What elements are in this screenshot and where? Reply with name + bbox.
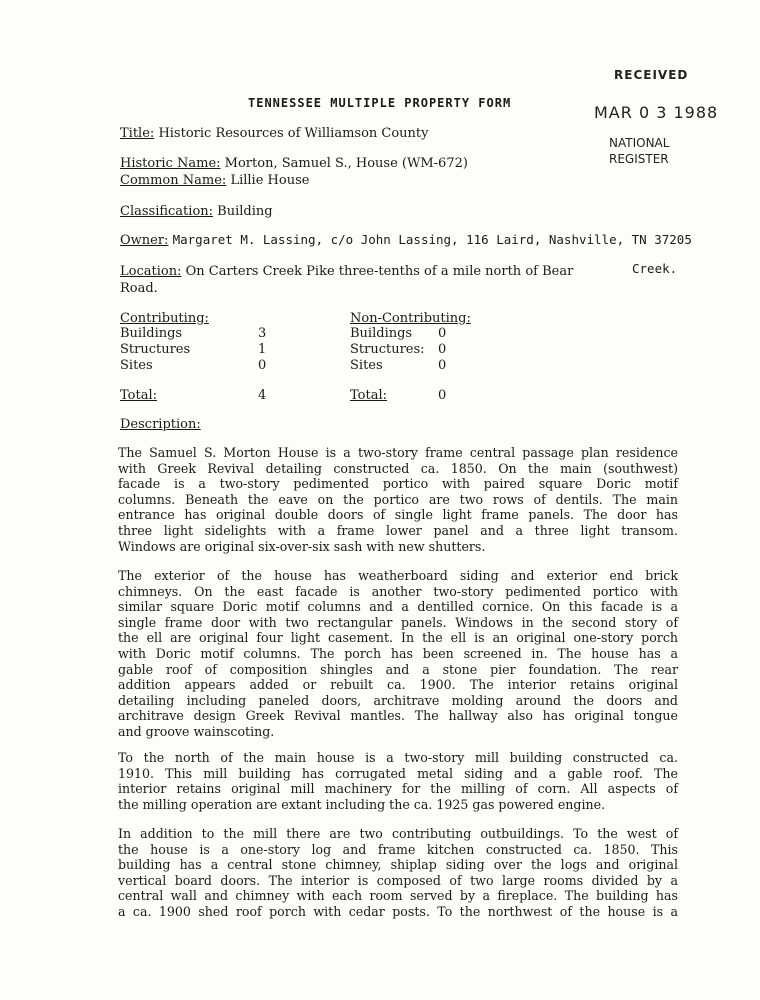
paragraph-line: architrave design Greek Revival mantles. The hallway also has original tongue [118,708,678,724]
noncontributing-structures-label: Structures: [350,342,425,357]
title-label: Title: [120,126,155,141]
contributing-total-label: Total: [120,388,158,403]
contributing-total-count: 4 [258,388,267,403]
paragraph-line: The exterior of the house has weatherboard siding and exterior end brick [118,568,678,583]
paragraph-line: the house is a one-story log and frame kitchen constructed ca. 1850. This [118,841,678,857]
paragraph-line: a ca. 1900 shed roof porch with cedar posts. To the northwest of the house is a [118,903,678,919]
paragraph-line: with Greek Revival detailing constructed ca. 1850. On the main (southwest) [118,460,678,476]
owner-label: Owner: [120,233,169,248]
noncontributing-buildings-label: Buildings [350,326,413,341]
title-value: Historic Resources of Williamson County [158,126,429,141]
paragraph-line: gable roof of composition shingles and a stone pier foundation. The rear [118,661,678,677]
description-paragraph [118,826,678,920]
owner-field [120,232,692,248]
contributing-buildings-label: Buildings [120,326,183,341]
contributing-sites-label: Sites [120,358,153,373]
location-label: Location: [120,264,182,279]
paragraph-line: interior retains original mill machinery for the milling of corn. All aspects of [118,781,678,797]
contributing-buildings-count: 3 [258,326,267,341]
description-paragraph [118,568,678,740]
paragraph-line: the milling operation are extant including the ca. 1925 gas powered engine. [118,796,606,812]
paragraph-line: facade is a two-story pedimented portico with paired square Doric motif [118,476,678,492]
noncontributing-structures-count: 0 [438,342,447,357]
paragraph-line: Windows are original six-over-six sash with new shutters. [118,538,486,554]
paragraph-line: similar square Doric motif columns and a dentilled cornice. On this facade is a [118,599,678,615]
contributing-structures-label: Structures [120,342,191,357]
paragraph-line: The Samuel S. Morton House is a two-story frame central passage plan residence [118,445,678,460]
description-label: Description: [120,417,201,432]
noncontributing-total-label: Total: [350,388,388,403]
paragraph-line: addition appears added or rebuilt ca. 1900. The interior retains original [118,677,678,693]
paragraph-line: detailing including paneled doors, architrave molding around the doors and [118,692,678,708]
location-value-tail: Creek. [632,261,678,276]
common-name-label: Common Name: [120,173,227,188]
paragraph-line: entrance has original double doors of single light frame panels. The door has [118,507,678,523]
noncontributing-header: Non-Contributing: [350,311,471,326]
paragraph-line: To the north of the main house is a two-story mill building constructed ca. [118,750,678,765]
contributing-header: Contributing: [120,311,209,326]
paragraph-line: chimneys. On the east facade is another two-story pedimented portico with [118,583,678,599]
location-field [120,264,573,279]
noncontributing-total-count: 0 [438,388,447,403]
common-name-field [120,173,309,188]
paragraph-line: three light sidelights with a frame lower panel and a three light transom. [118,522,678,538]
owner-value: Margaret M. Lassing, c/o John Lassing, 116 Laird, Nashville, TN 37205 [172,232,692,247]
stamp-national: NATIONAL [609,136,670,150]
contributing-structures-count: 1 [258,342,267,357]
received-date: MAR 0 3 1988 [594,103,719,122]
paragraph-line: columns. Beneath the eave on the portico are two rows of dentils. The main [118,491,678,507]
classification-label: Classification: [120,204,214,219]
paragraph-line: vertical board doors. The interior is composed of two large rooms divided by a [118,872,678,888]
description-paragraph [118,750,678,812]
paragraph-line: central wall and chimney with each room served by a fireplace. The building has [118,888,678,904]
form-title: TENNESSEE MULTIPLE PROPERTY FORM [248,96,512,110]
stamp-register: REGISTER [609,152,669,166]
historic-name-field [120,156,468,171]
paragraph-line: single frame door with two rectangular panels. Windows in the second story of [118,614,678,630]
historic-name-label: Historic Name: [120,156,221,171]
paragraph-line: In addition to the mill there are two contributing outbuildings. To the west of [118,826,678,841]
location-value: On Carters Creek Pike three-tenths of a mile north of Bear [185,264,574,279]
paragraph-line: with Doric motif columns. The porch has been screened in. The house has a [118,645,678,661]
classification-field [120,204,273,219]
noncontributing-sites-label: Sites [350,358,383,373]
paragraph-line: and groove wainscoting. [118,723,275,739]
historic-name-value: Morton, Samuel S., House (WM-672) [224,156,468,171]
paragraph-line: 1910. This mill building has corrugated metal siding and a gable roof. The [118,765,678,781]
description-paragraph [118,445,678,554]
received-stamp: RECEIVED [614,68,689,82]
location-value-line2: Road. [120,281,158,296]
noncontributing-sites-count: 0 [438,358,447,373]
classification-value: Building [217,204,273,219]
noncontributing-buildings-count: 0 [438,326,447,341]
title-field [120,126,429,141]
contributing-sites-count: 0 [258,358,267,373]
paragraph-line: building has a central stone chimney, shiplap siding over the logs and original [118,857,678,873]
paragraph-line: the ell are original four light casement. In the ell is an original one-story porch [118,630,678,646]
common-name-value: Lillie House [230,173,310,188]
